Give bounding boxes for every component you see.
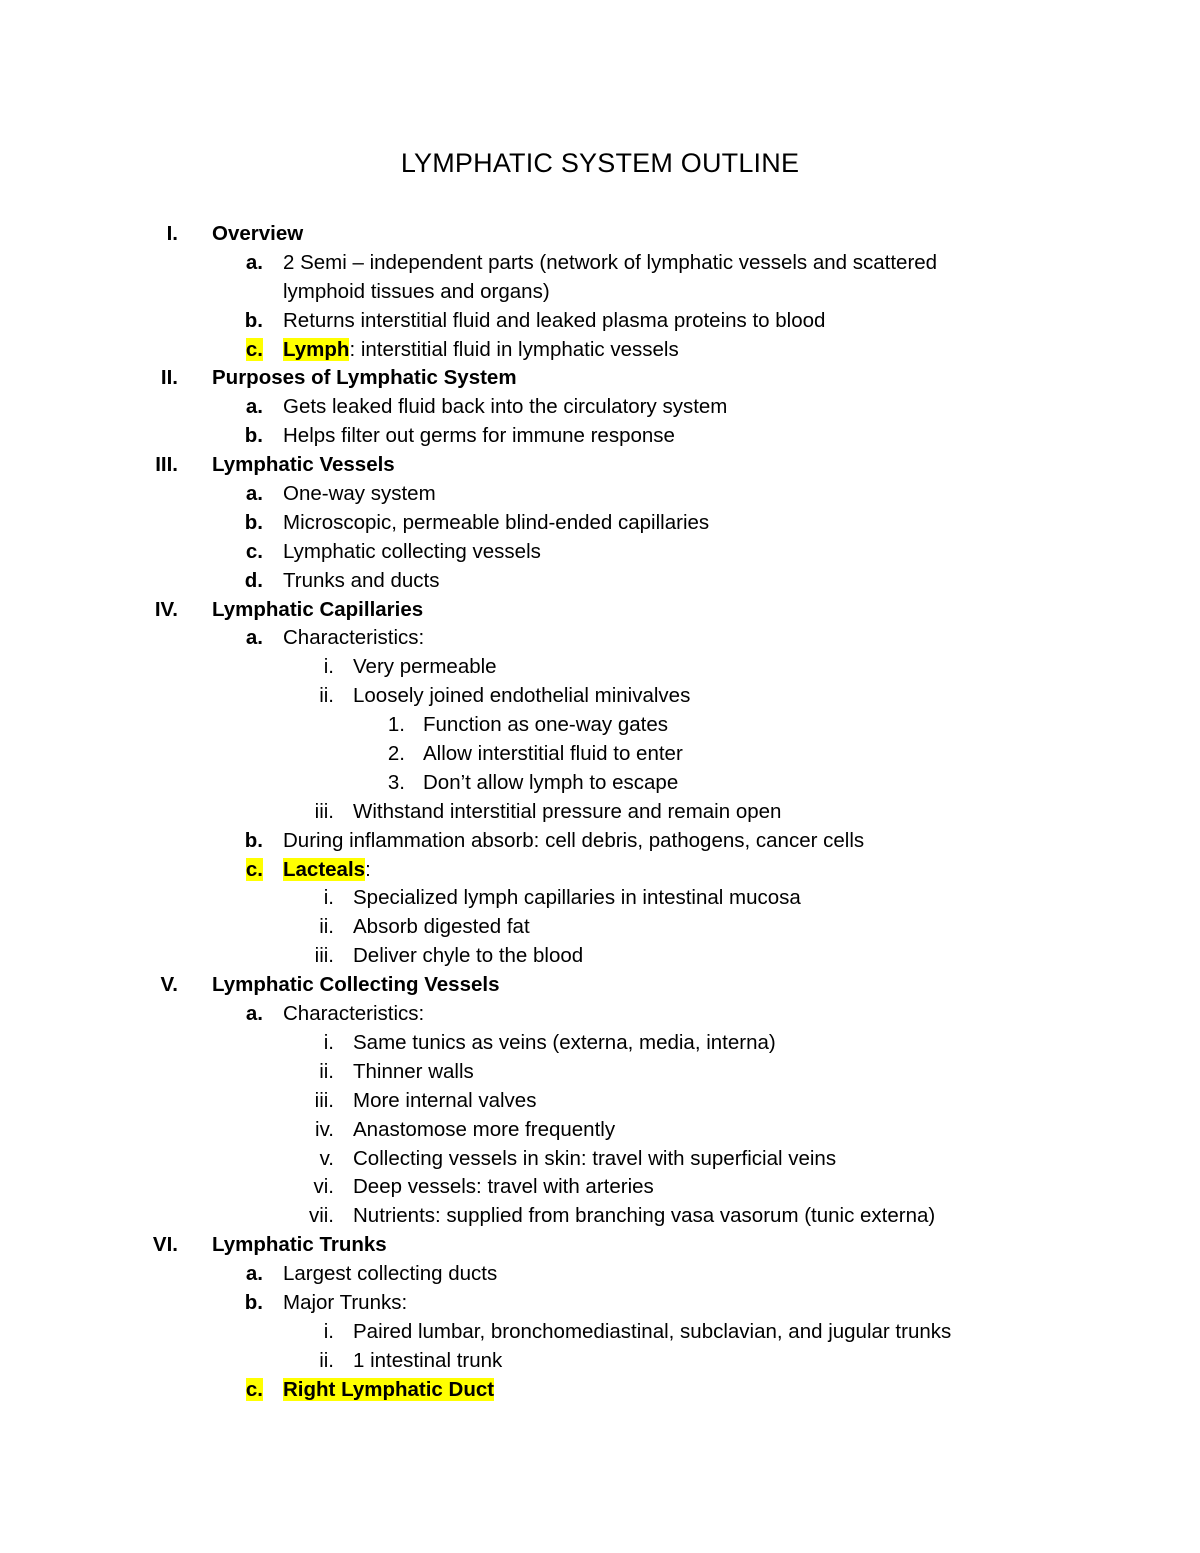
outline-item xyxy=(0,1173,1200,1202)
outline-text: Loosely joined endothelial minivalves xyxy=(353,684,691,708)
outline-marker: iv. xyxy=(315,1117,334,1141)
outline-text: 1 intestinal trunk xyxy=(353,1348,503,1372)
outline-item xyxy=(0,884,1200,913)
outline-item xyxy=(0,1347,1200,1376)
outline-text xyxy=(283,1376,494,1405)
outline-marker: v. xyxy=(319,1146,334,1170)
outline-item xyxy=(0,653,1200,682)
outline-marker: i. xyxy=(323,1030,334,1054)
outline-marker: i. xyxy=(323,1319,334,1343)
outline-marker: ii. xyxy=(319,1059,334,1083)
outline-item xyxy=(0,856,1200,885)
highlighted-marker: c. xyxy=(245,1377,263,1401)
outline-item xyxy=(0,509,1200,538)
outline-text: Overview xyxy=(212,222,304,245)
outline-item xyxy=(0,422,1200,451)
outline-text: Lymphatic collecting vessels xyxy=(283,539,541,563)
outline-item xyxy=(0,1289,1200,1318)
outline-section xyxy=(0,220,1200,249)
outline-item xyxy=(0,769,1200,798)
outline-item xyxy=(0,1260,1200,1289)
outline-marker: iii. xyxy=(314,799,334,823)
outline-text: Characteristics: xyxy=(283,626,425,650)
outline-marker: i. xyxy=(323,655,334,679)
outline-text: Trunks and ducts xyxy=(283,568,440,592)
outline-item xyxy=(0,1029,1200,1058)
outline-marker: b. xyxy=(244,424,263,448)
outline-text: Deep vessels: travel with arteries xyxy=(353,1175,654,1199)
outline-text: Returns interstitial fluid and leaked plasma proteins to blood xyxy=(283,308,826,332)
outline-marker: a. xyxy=(245,395,263,419)
outline-text: 2 Semi – independent parts (network of lymphatic vessels and scattered xyxy=(283,250,938,274)
outline-text: Specialized lymph capillaries in intestinal mucosa xyxy=(353,886,801,910)
highlighted-term: Lacteals xyxy=(283,857,366,881)
outline-text: Microscopic, permeable blind-ended capillaries xyxy=(283,510,710,534)
outline-item xyxy=(0,1000,1200,1029)
outline-marker: ii. xyxy=(319,915,334,939)
outline-item xyxy=(0,1116,1200,1145)
outline-marker: a. xyxy=(245,1262,263,1286)
outline-text: Characteristics: xyxy=(283,1002,425,1026)
outline-list xyxy=(0,220,1200,1405)
outline-text: Anastomose more frequently xyxy=(353,1117,616,1141)
outline-text: More internal valves xyxy=(353,1088,537,1112)
outline-text: Same tunics as veins (externa, media, interna) xyxy=(353,1030,776,1054)
outline-text: Deliver chyle to the blood xyxy=(353,944,584,968)
outline-item xyxy=(0,682,1200,711)
highlighted-term: Right Lymphatic Duct xyxy=(283,1377,495,1401)
outline-text: Thinner walls xyxy=(353,1059,474,1083)
outline-text: Collecting vessels in skin: travel with superficial veins xyxy=(353,1146,837,1170)
outline-section xyxy=(0,1231,1200,1260)
outline-item xyxy=(0,393,1200,422)
outline-item xyxy=(0,336,1200,365)
outline-text: Don’t allow lymph to escape xyxy=(423,770,679,794)
outline-marker: I. xyxy=(166,222,178,245)
outline-marker: b. xyxy=(244,1290,263,1314)
outline-item xyxy=(0,711,1200,740)
outline-marker: 3. xyxy=(387,770,405,794)
outline-item xyxy=(0,1376,1200,1405)
outline-item xyxy=(0,798,1200,827)
outline-text: Helps filter out germs for immune response xyxy=(283,424,675,448)
outline-text-rest: : xyxy=(365,857,371,881)
outline-text: Lymphatic Trunks xyxy=(212,1233,387,1257)
outline-text: Lymphatic Collecting Vessels xyxy=(212,973,500,997)
outline-marker: a. xyxy=(245,482,263,506)
outline-item xyxy=(0,249,1200,278)
highlighted-marker: c. xyxy=(245,337,263,361)
outline-item xyxy=(0,567,1200,596)
outline-item xyxy=(0,1145,1200,1174)
outline-marker: vi. xyxy=(313,1175,334,1199)
outline-marker: a. xyxy=(245,626,263,650)
outline-item xyxy=(0,480,1200,509)
outline-text: Lymphatic Vessels xyxy=(212,453,395,477)
outline-text: Nutrients: supplied from branching vasa vasorum (tunic externa) xyxy=(353,1204,936,1228)
outline-text: Function as one-way gates xyxy=(423,713,668,737)
outline-marker: d. xyxy=(244,568,263,592)
page-title: LYMPHATIC SYSTEM OUTLINE xyxy=(400,148,800,178)
outline-item xyxy=(0,538,1200,567)
highlighted-marker: c. xyxy=(245,857,263,881)
outline-marker: iii. xyxy=(314,944,334,968)
outline-marker: c. xyxy=(245,539,263,563)
outline-item xyxy=(0,624,1200,653)
outline-marker: ii. xyxy=(319,684,334,708)
outline-item xyxy=(0,1318,1200,1347)
outline-marker: vii. xyxy=(308,1204,334,1228)
outline-marker: III. xyxy=(155,453,178,477)
outline-marker: 2. xyxy=(387,742,405,766)
outline-item xyxy=(0,1087,1200,1116)
outline-item xyxy=(0,740,1200,769)
outline-text: Major Trunks: xyxy=(283,1290,408,1314)
outline-text: Absorb digested fat xyxy=(353,915,530,939)
outline-section xyxy=(0,971,1200,1000)
outline-marker: a. xyxy=(245,1002,263,1026)
outline-marker: VI. xyxy=(152,1233,178,1257)
outline-text: Lymphatic Capillaries xyxy=(212,597,424,621)
outline-text: Very permeable xyxy=(353,655,497,679)
highlighted-term: Lymph xyxy=(283,337,350,361)
outline-marker: IV. xyxy=(154,597,178,621)
outline-section xyxy=(0,451,1200,480)
outline-marker: ii. xyxy=(319,1348,334,1372)
outline-marker: b. xyxy=(244,308,263,332)
outline-item xyxy=(0,913,1200,942)
outline-item xyxy=(0,1058,1200,1087)
outline-item xyxy=(0,942,1200,971)
outline-text: Largest collecting ducts xyxy=(283,1262,498,1286)
outline-marker xyxy=(200,856,263,885)
outline-marker xyxy=(200,1376,263,1405)
outline-marker: i. xyxy=(323,886,334,910)
outline-text: Withstand interstitial pressure and remain open xyxy=(353,799,782,823)
outline-marker: V. xyxy=(160,973,178,997)
outline-text: Paired lumbar, bronchomediastinal, subclavian, and jugular trunks xyxy=(353,1319,952,1343)
outline-marker: b. xyxy=(244,828,263,852)
outline-text xyxy=(283,336,679,365)
outline-marker: b. xyxy=(244,510,263,534)
outline-text: lymphoid tissues and organs) xyxy=(283,279,550,303)
outline-item xyxy=(0,278,1200,307)
outline-text: Allow interstitial fluid to enter xyxy=(423,742,683,766)
outline-marker xyxy=(200,336,263,365)
outline-item xyxy=(0,307,1200,336)
outline-item xyxy=(0,827,1200,856)
outline-marker: II. xyxy=(160,366,178,390)
outline-text: During inflammation absorb: cell debris, pathogens, cancer cells xyxy=(283,828,865,852)
outline-item xyxy=(0,1202,1200,1231)
outline-text: One-way system xyxy=(283,482,436,506)
outline-section xyxy=(0,596,1200,625)
outline-marker: iii. xyxy=(314,1088,334,1112)
outline-text: Purposes of Lymphatic System xyxy=(212,366,517,390)
outline-text-rest: : interstitial fluid in lymphatic vessels xyxy=(349,337,679,361)
outline-marker: a. xyxy=(245,250,263,274)
outline-section xyxy=(0,364,1200,393)
outline-text: Gets leaked fluid back into the circulatory system xyxy=(283,395,728,419)
outline-text xyxy=(283,856,371,885)
outline-marker: 1. xyxy=(387,713,405,737)
